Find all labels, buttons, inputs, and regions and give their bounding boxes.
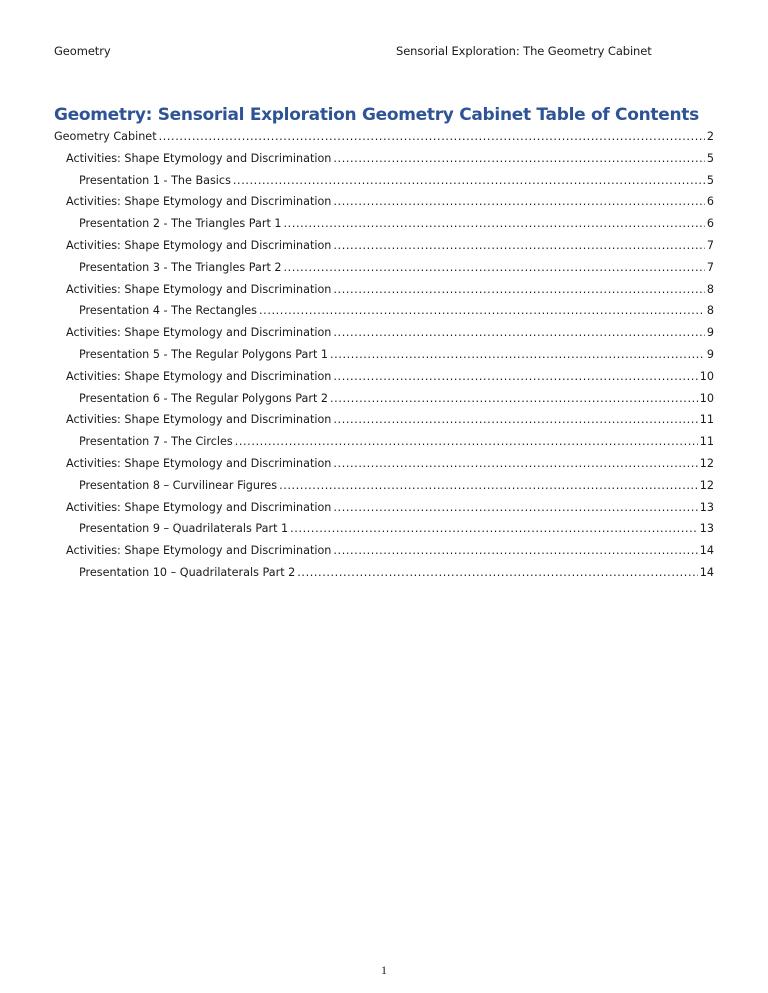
toc-entry-text: Activities: Shape Etymology and Discrimination	[66, 413, 332, 427]
page-header-right: Sensorial Exploration: The Geometry Cabinet	[396, 44, 652, 58]
toc-dot-leader	[333, 151, 704, 167]
toc-dot-leader	[333, 543, 697, 559]
toc-entry-text: Presentation 8 – Curvilinear Figures	[79, 478, 278, 492]
toc-dot-leader	[333, 500, 697, 516]
toc-entry-page-number: 7	[706, 238, 714, 252]
toc-entry[interactable]	[54, 369, 714, 391]
toc-dot-leader	[159, 129, 705, 145]
toc-entry-text: Activities: Shape Etymology and Discrimination	[66, 282, 332, 296]
toc-dot-leader	[333, 282, 704, 298]
toc-entry-text: Activities: Shape Etymology and Discrimination	[66, 369, 332, 383]
toc-entry-text: Presentation 6 - The Regular Polygons Part 2	[79, 391, 329, 405]
toc-entry-page-number: 5	[706, 151, 714, 165]
toc-dot-leader	[235, 434, 698, 450]
toc-entry[interactable]	[54, 194, 714, 216]
toc-entry-page-number: 12	[699, 478, 714, 492]
toc-entry[interactable]	[54, 325, 714, 347]
toc-entry[interactable]	[54, 412, 714, 434]
toc-dot-leader	[333, 456, 697, 472]
toc-dot-leader	[290, 521, 698, 537]
toc-entry-page-number: 14	[699, 544, 714, 558]
toc-entry-page-number: 9	[706, 326, 714, 340]
toc-dot-leader	[333, 325, 704, 341]
toc-entry-page-number: 13	[699, 500, 714, 514]
toc-entry[interactable]	[54, 456, 714, 478]
toc-entry-text: Activities: Shape Etymology and Discrimination	[66, 195, 332, 209]
toc-entry[interactable]	[54, 565, 714, 587]
toc-dot-leader	[333, 412, 697, 428]
toc-dot-leader	[284, 216, 705, 232]
toc-entry[interactable]	[54, 282, 714, 304]
toc-entry-page-number: 10	[699, 391, 714, 405]
toc-entry-page-number: 8	[706, 304, 714, 318]
toc-entry-page-number: 10	[699, 369, 714, 383]
toc-entry-text: Presentation 10 – Quadrilaterals Part 2	[79, 565, 296, 579]
page-header-left: Geometry	[54, 44, 111, 58]
toc-entry-text: Activities: Shape Etymology and Discrimination	[66, 151, 332, 165]
toc-entry-page-number: 8	[706, 282, 714, 296]
table-of-contents	[54, 129, 714, 587]
toc-entry-text: Presentation 7 - The Circles	[79, 435, 233, 449]
toc-entry[interactable]	[54, 238, 714, 260]
toc-entry[interactable]	[54, 151, 714, 173]
toc-entry[interactable]	[54, 521, 714, 543]
toc-entry-text: Presentation 3 - The Triangles Part 2	[79, 260, 282, 274]
toc-entry-text: Presentation 9 – Quadrilaterals Part 1	[79, 522, 289, 536]
toc-entry[interactable]	[54, 260, 714, 282]
toc-dot-leader	[330, 347, 705, 363]
toc-dot-leader	[284, 260, 705, 276]
toc-entry[interactable]	[54, 347, 714, 369]
toc-entry[interactable]	[54, 129, 714, 151]
toc-entry-page-number: 2	[706, 130, 714, 143]
toc-entry-text: Activities: Shape Etymology and Discrimination	[66, 456, 332, 470]
toc-entry-page-number: 11	[699, 435, 714, 449]
toc-entry-page-number: 6	[706, 195, 714, 209]
toc-entry-page-number: 13	[699, 522, 714, 536]
toc-entry[interactable]	[54, 500, 714, 522]
toc-entry[interactable]	[54, 173, 714, 195]
toc-entry-page-number: 14	[699, 565, 714, 579]
toc-entry-page-number: 6	[706, 217, 714, 231]
toc-entry-page-number: 9	[706, 347, 714, 361]
toc-entry-text: Geometry Cabinet	[54, 130, 157, 143]
toc-entry-text: Activities: Shape Etymology and Discrimination	[66, 326, 332, 340]
toc-entry[interactable]	[54, 303, 714, 325]
toc-title: Geometry: Sensorial Exploration Geometry Cabinet Table of Contents	[54, 105, 699, 125]
toc-dot-leader	[333, 369, 697, 385]
toc-entry-text: Activities: Shape Etymology and Discrimination	[66, 544, 332, 558]
toc-entry-text: Presentation 1 - The Basics	[79, 173, 231, 187]
toc-dot-leader	[259, 303, 705, 319]
toc-dot-leader	[279, 478, 698, 494]
toc-dot-leader	[333, 238, 704, 254]
toc-entry-page-number: 7	[706, 260, 714, 274]
toc-entry-text: Presentation 4 - The Rectangles	[79, 304, 258, 318]
toc-entry[interactable]	[54, 434, 714, 456]
page-number: 1	[381, 963, 387, 977]
toc-entry[interactable]	[54, 216, 714, 238]
toc-entry-text: Presentation 2 - The Triangles Part 1	[79, 217, 282, 231]
toc-entry-page-number: 11	[699, 413, 714, 427]
toc-entry-page-number: 12	[699, 456, 714, 470]
toc-dot-leader	[330, 391, 698, 407]
toc-entry-text: Presentation 5 - The Regular Polygons Part 1	[79, 347, 329, 361]
toc-dot-leader	[233, 173, 705, 189]
toc-dot-leader	[333, 194, 704, 210]
toc-entry-text: Activities: Shape Etymology and Discrimination	[66, 238, 332, 252]
toc-dot-leader	[297, 565, 697, 581]
toc-entry[interactable]	[54, 478, 714, 500]
toc-entry[interactable]	[54, 391, 714, 413]
toc-entry[interactable]	[54, 543, 714, 565]
toc-entry-page-number: 5	[706, 173, 714, 187]
toc-entry-text: Activities: Shape Etymology and Discrimination	[66, 500, 332, 514]
